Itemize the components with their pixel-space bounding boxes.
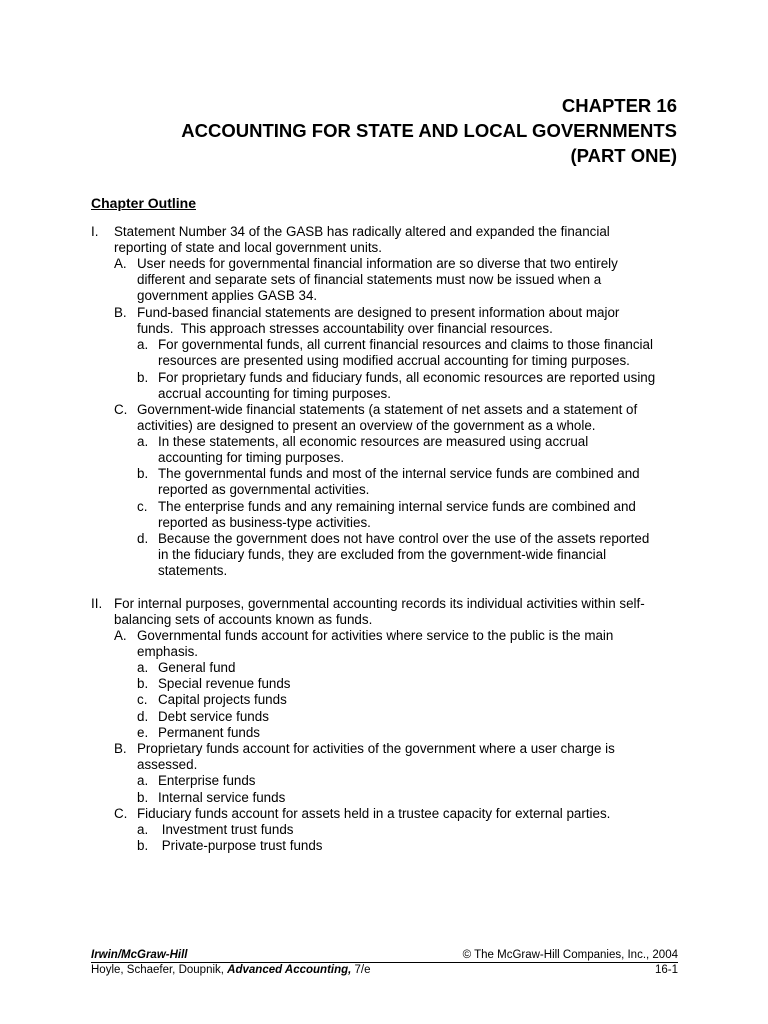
- outline-text-line: Private-purpose trust funds: [158, 838, 323, 853]
- outline-text-line: statements.: [158, 563, 228, 579]
- outline-marker: d.: [137, 709, 149, 724]
- outline-marker: b.: [137, 790, 149, 805]
- outline-text-line: assessed.: [137, 757, 198, 773]
- outline-text-line: emphasis.: [137, 644, 199, 660]
- outline-text-line: reported as business-type activities.: [158, 515, 371, 531]
- footer-edition: 7/e: [351, 964, 371, 976]
- chapter-part: (PART ONE): [570, 145, 677, 166]
- outline-text-line: Debt service funds: [158, 709, 269, 724]
- outline-text-line: For proprietary funds and fiduciary funds, all economic resources are reported using: [158, 370, 656, 385]
- outline-text-line: In these statements, all economic resources are measured using accrual: [158, 434, 589, 449]
- outline-text-line: Governmental funds account for activities where service to the public is the main: [137, 628, 614, 643]
- outline-text-line: accrual accounting for timing purposes.: [158, 386, 391, 402]
- outline-text-line: funds. This approach stresses accountability over financial resources.: [137, 321, 553, 337]
- outline-marker: a.: [137, 337, 149, 352]
- outline-marker: a.: [137, 660, 149, 675]
- outline-marker: II.: [91, 596, 103, 611]
- outline-marker: B.: [114, 305, 127, 320]
- outline-text-line: For internal purposes, governmental accounting records its individual activities within self-: [114, 596, 645, 611]
- outline-marker: a.: [137, 822, 149, 837]
- outline-marker: C.: [114, 402, 128, 417]
- outline-text-line: Government-wide financial statements (a statement of net assets and a statement of: [137, 402, 638, 417]
- outline-marker: A.: [114, 628, 127, 643]
- outline-text-line: For governmental funds, all current financial resources and claims to those financial: [158, 337, 653, 352]
- outline-text-line: Fund-based financial statements are designed to present information about major: [137, 305, 620, 320]
- outline-marker: a.: [137, 773, 149, 788]
- outline-marker: B.: [114, 741, 127, 756]
- outline-marker: b.: [137, 466, 149, 481]
- footer-page-number: 16-1: [654, 964, 678, 976]
- outline-marker: c.: [137, 499, 148, 514]
- outline-marker: d.: [137, 531, 149, 546]
- outline-text-line: reporting of state and local government units.: [114, 240, 382, 256]
- outline-text-line: Proprietary funds account for activities of the government where a user charge is: [137, 741, 615, 756]
- outline-text-line: Special revenue funds: [158, 676, 291, 691]
- outline-text-line: Internal service funds: [158, 790, 286, 805]
- chapter-title: [181, 93, 677, 168]
- outline-marker: c.: [137, 692, 148, 707]
- footer-authors: Hoyle, Schaefer, Doupnik,: [91, 964, 228, 976]
- outline-text-line: Investment trust funds: [158, 822, 294, 837]
- outline-text-line: Because the government does not have control over the use of the assets reported: [158, 531, 650, 546]
- outline-marker: I.: [91, 224, 99, 239]
- outline-marker: b.: [137, 370, 149, 385]
- outline-marker: b.: [137, 676, 149, 691]
- outline-text-line: government applies GASB 34.: [137, 288, 318, 304]
- outline-text-line: Enterprise funds: [158, 773, 256, 788]
- footer-book-title: Advanced Accounting,: [227, 964, 352, 976]
- outline-marker: C.: [114, 806, 128, 821]
- footer-bottom-line: [91, 963, 678, 977]
- chapter-number: CHAPTER 16: [561, 95, 677, 116]
- outline-text-line: in the fiduciary funds, they are excluded from the government-wide financial: [158, 547, 607, 563]
- outline-text-line: balancing sets of accounts known as funds.: [114, 612, 373, 628]
- outline-text-line: reported as governmental activities.: [158, 482, 370, 498]
- outline-text-line: accounting for timing purposes.: [158, 450, 345, 466]
- chapter-name: ACCOUNTING FOR STATE AND LOCAL GOVERNMENTS: [181, 120, 677, 141]
- outline-text-line: different and separate sets of financial statements must now be issued when a: [137, 272, 602, 288]
- outline-text-line: User needs for governmental financial information are so diverse that two entirely: [137, 256, 618, 271]
- outline-text-line: activities) are designed to present an overview of the government as a whole.: [137, 418, 596, 434]
- outline-text-line: Capital projects funds: [158, 692, 287, 707]
- outline-text-line: Permanent funds: [158, 725, 260, 740]
- outline-heading: Chapter Outline: [91, 195, 197, 211]
- outline-text-line: resources are presented using modified accrual accounting for timing purposes.: [158, 353, 630, 369]
- outline-marker: e.: [137, 725, 149, 740]
- outline-text-line: General fund: [158, 660, 236, 675]
- outline-marker: b.: [137, 838, 149, 853]
- outline-text-line: Statement Number 34 of the GASB has radically altered and expanded the financial: [114, 224, 610, 239]
- footer-copyright: © The McGraw-Hill Companies, Inc., 2004: [462, 949, 678, 961]
- outline-marker: a.: [137, 434, 149, 449]
- outline-text-line: The enterprise funds and any remaining internal service funds are combined and: [158, 499, 636, 514]
- outline-text-line: Fiduciary funds account for assets held in a trustee capacity for external parties.: [137, 806, 611, 821]
- footer-publisher: Irwin/McGraw-Hill: [91, 949, 188, 961]
- outline-text-line: The governmental funds and most of the internal service funds are combined and: [158, 466, 640, 481]
- footer-top-line: [91, 948, 678, 962]
- outline-marker: A.: [114, 256, 127, 271]
